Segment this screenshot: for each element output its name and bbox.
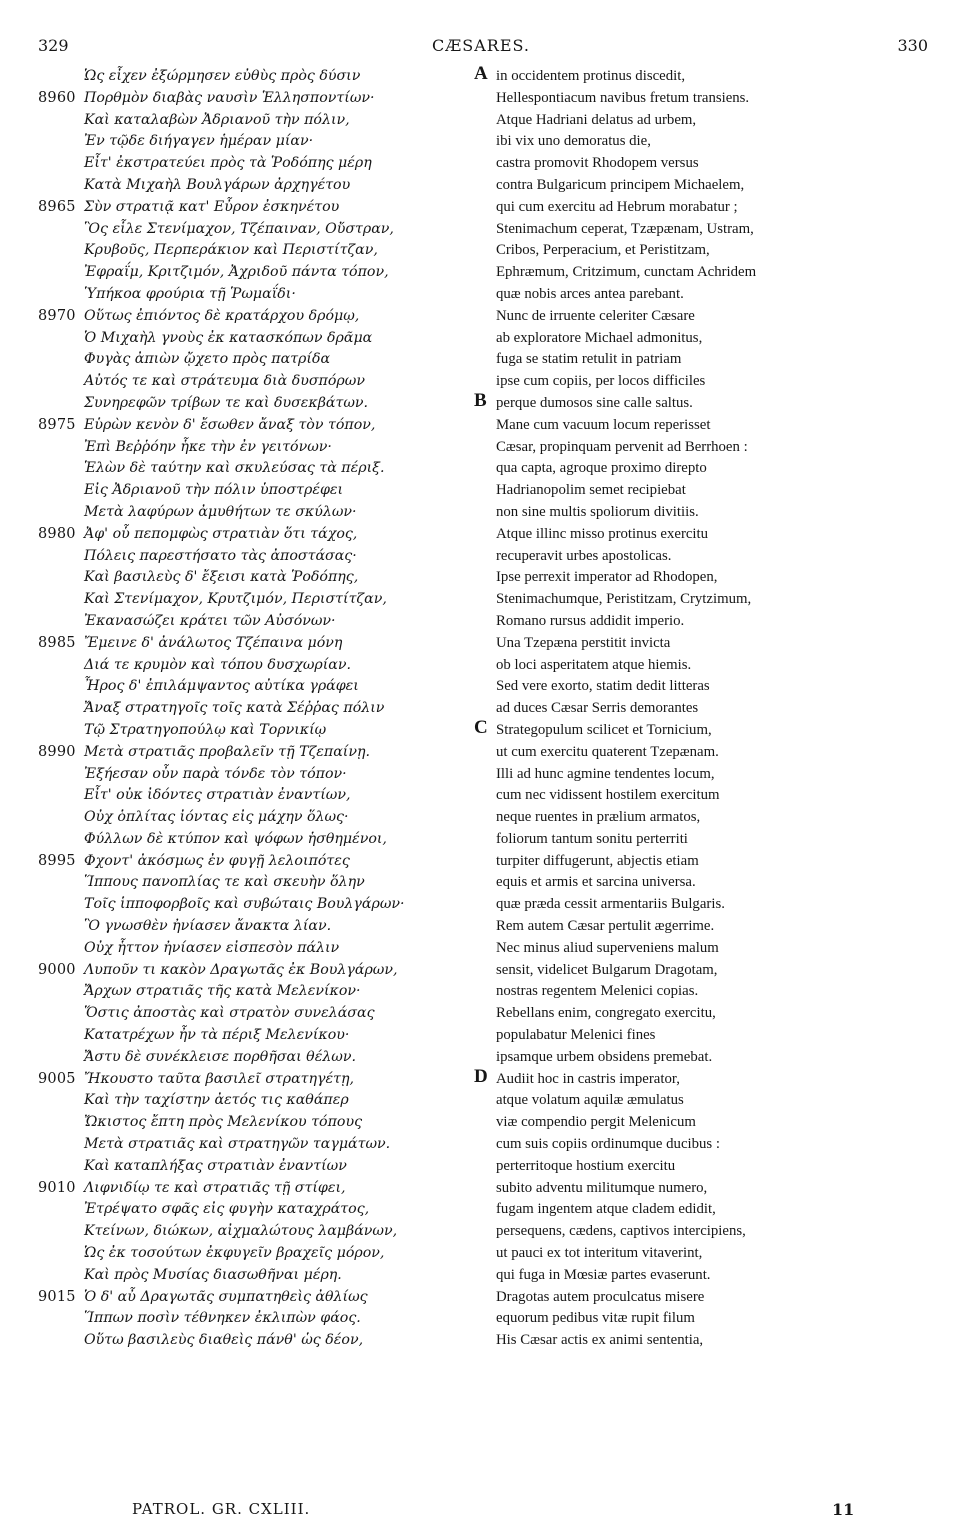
greek-verse-text: Ὡς εἶχεν ἐξώρμησεν εὐθὺς πρὸς δύσιν <box>84 68 361 84</box>
latin-line-text: fuga se statim retulit in patriam <box>496 351 682 368</box>
greek-verse-line <box>38 1047 478 1069</box>
verse-number: 9005 <box>38 1070 76 1087</box>
latin-line-text: ob loci asperitatem atque hiemis. <box>496 656 692 673</box>
greek-verse-line <box>38 1003 478 1025</box>
latin-line-text: persequens, cædens, captivos intercipiens, <box>496 1223 746 1240</box>
latin-translation-line <box>474 1308 914 1330</box>
latin-line-text: atque volatum aquilæ æmulatus <box>496 1092 684 1109</box>
latin-line-text: quæ præda cessit armentariis Bulgaris. <box>496 896 725 913</box>
greek-verse-text: Ἵππων ποσὶν τέθνηκεν ἐκλιπὼν φάος. <box>84 1310 361 1327</box>
greek-verse-line <box>38 1156 478 1178</box>
greek-verse-text: Εἶτ' ἐκστρατεύει πρὸς τὰ Ῥοδόπης μέρη <box>84 155 372 172</box>
latin-translation-line <box>474 306 914 328</box>
greek-verse-text: Ἤκουστο ταῦτα βασιλεῖ στρατηγέτῃ, <box>84 1070 354 1087</box>
latin-translation-line <box>474 284 914 306</box>
greek-verse-text: Λυποῦν τι κακὸν Δραγωτᾶς ἐκ Βουλγάρων, <box>84 961 398 978</box>
latin-line-text: equorum pedibus vitæ rupit filum <box>496 1310 695 1327</box>
latin-translation-line <box>474 437 914 459</box>
latin-line-text: Ipse perrexit imperator ad Rhodopen, <box>496 569 718 586</box>
section-marker: A <box>474 63 488 84</box>
latin-line-text: Hadrianopolim semet recipiebat <box>496 482 686 499</box>
latin-translation-line <box>474 716 914 742</box>
latin-line-text: ut pauci ex tot interitum vitaverint, <box>496 1245 703 1262</box>
latin-translation-line <box>474 262 914 284</box>
greek-verse-text: Εἶτ' οὐκ ἰδόντες στρατιὰν ἐναντίων, <box>84 787 351 804</box>
greek-verse-text: Καὶ Στενίμαχον, Κρυτζιμόν, Περιστίτζαν, <box>84 591 387 608</box>
greek-verse-line <box>38 197 478 219</box>
latin-line-text: Romano rursus addidit imperio. <box>496 612 685 629</box>
greek-verse-line <box>38 720 478 742</box>
greek-verse-line <box>38 1134 478 1156</box>
latin-line-text: contra Bulgaricum principem Michaelem, <box>496 176 745 193</box>
latin-translation-line <box>474 960 914 982</box>
greek-text-column <box>38 66 478 1352</box>
latin-line-text: in occidentem protinus discedit, <box>496 68 686 84</box>
latin-line-text: castra promovit Rhodopem versus <box>496 155 699 172</box>
latin-line-text: nostras regentem Melenici copias. <box>496 983 699 1000</box>
verse-number: 8960 <box>38 89 76 106</box>
greek-verse-line <box>38 742 478 764</box>
latin-line-text: Cribos, Perperacium, et Peristitzam, <box>496 242 710 259</box>
greek-verse-text: Ἐξήεσαν οὖν παρὰ τόνδε τὸν τόπον· <box>84 765 347 782</box>
latin-line-text: Nunc de irruente celeriter Cæsare <box>496 307 695 324</box>
greek-verse-text: Ἦρος δ' ἐπιλάμψαντος αὐτίκα γράφει <box>84 678 359 695</box>
greek-verse-line <box>38 894 478 916</box>
latin-line-text: Rem autem Cæsar pertulit ægerrime. <box>496 918 715 935</box>
latin-line-text: non sine multis spoliorum divitiis. <box>496 503 699 520</box>
greek-verse-line <box>38 1025 478 1047</box>
latin-line-text: populabatur Melenici fines <box>496 1027 656 1044</box>
greek-verse-text: Μετὰ στρατιᾶς καὶ στρατηγῶν ταγμάτων. <box>84 1136 391 1153</box>
page-number-right: 330 <box>897 36 928 55</box>
greek-verse-text: Κατὰ Μιχαὴλ Βουλγάρων ἀρχηγέτου <box>84 176 351 193</box>
latin-line-text: Audiit hoc in castris imperator, <box>496 1070 680 1087</box>
greek-verse-line <box>38 655 478 677</box>
latin-line-text: Rebellans enim, congregato exercitu, <box>496 1005 716 1022</box>
latin-line-text: recuperavit urbes apostolicas. <box>496 547 672 564</box>
verse-number: 8965 <box>38 198 76 215</box>
greek-verse-line <box>38 415 478 437</box>
latin-translation-line <box>474 698 914 720</box>
greek-verse-text: Τῷ Στρατηγοπούλῳ καὶ Τορνικίῳ <box>84 721 327 738</box>
latin-translation-line <box>474 785 914 807</box>
greek-verse-line <box>38 916 478 938</box>
latin-line-text: Strategopulum scilicet et Tornicium, <box>496 721 712 738</box>
greek-verse-text: Τοῖς ἱπποφορβοῖς καὶ συβώταις Βουλγάρων· <box>84 896 405 913</box>
latin-line-text: Cæsar, propinquam pervenit ad Berrhoen : <box>496 438 748 455</box>
greek-verse-text: Σὺν στρατιᾷ κατ' Εὖρον ἐσκηνέτου <box>84 198 340 215</box>
latin-line-text: neque ruentes in prælium armatos, <box>496 809 701 826</box>
latin-translation-line <box>474 633 914 655</box>
greek-verse-text: Φχοντ' ἀκόσμως ἐν φυγῇ λελοιπότες <box>84 852 350 869</box>
latin-translation-line <box>474 655 914 677</box>
latin-translation-line <box>474 458 914 480</box>
greek-verse-line <box>38 371 478 393</box>
latin-line-text: Atque illinc misso protinus exercitu <box>496 525 709 542</box>
greek-verse-line <box>38 807 478 829</box>
latin-line-text: perque dumosos sine calle saltus. <box>496 394 693 411</box>
greek-verse-text: Κτείνων, διώκων, αἰχμαλώτους λαμβάνων, <box>84 1223 398 1240</box>
latin-line-text: quæ nobis arces antea parebant. <box>496 285 684 302</box>
latin-translation-line <box>474 807 914 829</box>
greek-verse-line <box>38 1265 478 1287</box>
greek-verse-text: Ἑλὼν δὲ ταύτην καὶ σκυλεύσας τὰ πέριξ. <box>84 460 385 477</box>
latin-translation-line <box>474 1156 914 1178</box>
verse-number: 9010 <box>38 1179 76 1196</box>
greek-verse-text: Ἄρχων στρατιᾶς τῆς κατὰ Μελενίκον· <box>84 983 361 1000</box>
latin-translation-line <box>474 676 914 698</box>
greek-verse-line <box>38 938 478 960</box>
verse-number: 9015 <box>38 1288 76 1305</box>
greek-verse-text: Καὶ καταπλήξας στρατιὰν ἐναντίων <box>84 1157 347 1174</box>
latin-translation-line <box>474 546 914 568</box>
footer-signature-number: 11 <box>832 1500 855 1519</box>
greek-verse-text: Οὕτω βασιλεὺς διαθεὶς πάνθ' ὡς δέον, <box>84 1332 364 1349</box>
greek-verse-line <box>38 1308 478 1330</box>
latin-line-text: qui cum exercitu ad Hebrum morabatur ; <box>496 198 738 215</box>
running-header <box>0 36 964 60</box>
greek-verse-line <box>38 589 478 611</box>
latin-line-text: His Cæsar actis ex animi sententia, <box>496 1332 704 1349</box>
greek-verse-line <box>38 306 478 328</box>
greek-verse-line <box>38 1199 478 1221</box>
greek-verse-line <box>38 240 478 262</box>
latin-translation-line <box>474 175 914 197</box>
greek-verse-text: Ἐφραΐμ, Κριτζιμόν, Ἀχριδοῦ πάντα τόπον, <box>84 264 389 281</box>
latin-translation-line <box>474 110 914 132</box>
greek-verse-text: Κρυβοῦς, Περπεράκιον καὶ Περιστίτζαν, <box>84 242 378 259</box>
verse-number: 9000 <box>38 961 76 978</box>
greek-verse-line <box>38 88 478 110</box>
greek-verse-line <box>38 829 478 851</box>
greek-verse-line <box>38 872 478 894</box>
greek-verse-line <box>38 546 478 568</box>
latin-translation-line <box>474 1287 914 1309</box>
greek-verse-line <box>38 524 478 546</box>
greek-verse-text: Ἐν τῷδε διήγαγεν ἡμέραν μίαν· <box>84 133 314 150</box>
latin-translation-line <box>474 742 914 764</box>
greek-verse-text: Ὅστις ἀποστὰς καὶ στρατὸν συνελάσας <box>84 1005 375 1022</box>
latin-translation-line <box>474 1134 914 1156</box>
greek-verse-line <box>38 698 478 720</box>
latin-translation-line <box>474 589 914 611</box>
latin-line-text: ibi vix uno demoratus die, <box>496 133 651 150</box>
greek-verse-line <box>38 676 478 698</box>
latin-translation-line <box>474 1221 914 1243</box>
greek-verse-line <box>38 131 478 153</box>
greek-verse-line <box>38 960 478 982</box>
greek-verse-line <box>38 110 478 132</box>
latin-translation-line <box>474 88 914 110</box>
latin-translation-line <box>474 981 914 1003</box>
latin-translation-line <box>474 1243 914 1265</box>
greek-verse-text: Ὃ γνωσθὲν ἠνίασεν ἄνακτα λίαν. <box>84 918 332 935</box>
greek-verse-line <box>38 437 478 459</box>
greek-verse-text: Καὶ καταλαβὼν Ἀδριανοῦ τὴν πόλιν, <box>84 111 350 128</box>
greek-verse-line <box>38 1221 478 1243</box>
greek-verse-line <box>38 851 478 873</box>
latin-line-text: Mane cum vacuum locum reperisset <box>496 416 711 433</box>
latin-translation-line <box>474 1025 914 1047</box>
latin-line-text: Illi ad hunc agmine tendentes locum, <box>496 765 715 782</box>
greek-verse-line <box>38 567 478 589</box>
greek-verse-line <box>38 1330 478 1352</box>
latin-line-text: Stenimachumque, Peristitzam, Crytzimum, <box>496 591 752 608</box>
latin-translation-line <box>474 197 914 219</box>
running-title: CÆSARES. <box>432 36 530 55</box>
latin-translation-line <box>474 1090 914 1112</box>
greek-verse-text: Ὃς εἷλε Στενίμαχον, Τζέπαιναν, Οὔστραν, <box>84 220 394 237</box>
latin-translation-line <box>474 938 914 960</box>
greek-verse-text: Ἐκανασώζει κράτει τῶν Αὐσόνων· <box>84 612 336 629</box>
latin-translation-line <box>474 872 914 894</box>
latin-line-text: viæ compendio pergit Melenicum <box>496 1114 696 1131</box>
greek-verse-line <box>38 480 478 502</box>
latin-translation-line <box>474 328 914 350</box>
greek-verse-text: Οὐχ ὁπλίτας ἰόντας εἰς μάχην ὅλως· <box>84 809 349 826</box>
latin-translation-line <box>474 1065 914 1091</box>
greek-verse-text: Οὕτως ἐπιόντος δὲ κρατάρχου δρόμῳ, <box>84 307 360 324</box>
greek-verse-text: Ἄναξ στρατηγοῖς τοῖς κατὰ Σέῤῥας πόλιν <box>84 700 385 717</box>
latin-translation-line <box>474 1330 914 1352</box>
latin-translation-line <box>474 415 914 437</box>
latin-line-text: ab exploratore Michael admonitus, <box>496 329 703 346</box>
greek-verse-line <box>38 764 478 786</box>
greek-verse-line <box>38 1243 478 1265</box>
latin-translation-line <box>474 764 914 786</box>
verse-number: 8970 <box>38 307 76 324</box>
greek-verse-text: Ἄστυ δὲ συνέκλεισε πορθῆσαι θέλων. <box>84 1048 357 1065</box>
latin-line-text: Ephræmum, Critzimum, cunctam Achridem <box>496 264 757 281</box>
latin-line-text: ut cum exercitu quaterent Tzepænam. <box>496 743 719 760</box>
latin-line-text: ipsamque urbem obsidens premebat. <box>496 1048 713 1065</box>
latin-line-text: perterritoque hostium exercitu <box>496 1157 676 1174</box>
greek-verse-text: Ὡς ἐκ τοσούτων ἐκφυγεῖν βραχεῖς μόρον, <box>84 1245 385 1262</box>
greek-verse-text: Ὁ Μιχαὴλ γνοὺς ἐκ κατασκόπων δρᾶμα <box>84 329 373 346</box>
latin-line-text: ad duces Cæsar Serris demorantes <box>496 700 699 717</box>
greek-verse-text: Οὐχ ἧττον ἠνίασεν εἰσπεσὸν πάλιν <box>84 939 340 956</box>
latin-line-text: Dragotas autem proculcatus misere <box>496 1288 705 1305</box>
latin-translation-line <box>474 1047 914 1069</box>
latin-translation-line <box>474 131 914 153</box>
greek-verse-line <box>38 1090 478 1112</box>
greek-verse-line <box>38 262 478 284</box>
greek-verse-line <box>38 1069 478 1091</box>
latin-text-column <box>474 63 914 1352</box>
greek-verse-line <box>38 633 478 655</box>
latin-line-text: Hellespontiacum navibus fretum transiens. <box>496 89 750 106</box>
greek-verse-text: Καὶ τὴν ταχίστην ἀετός τις καθάπερ <box>84 1092 349 1109</box>
greek-verse-text: Μετὰ στρατιᾶς προβαλεῖν τῇ Τζεπαίνῃ. <box>84 743 371 760</box>
greek-verse-line <box>38 328 478 350</box>
greek-verse-text: Ἐπὶ Βεῤῥόην ἧκε τὴν ἐν γειτόνων· <box>84 438 332 455</box>
greek-verse-text: Πορθμὸν διαβὰς ναυσὶν Ἑλλησποντίων· <box>84 89 375 106</box>
latin-translation-line <box>474 1003 914 1025</box>
verse-number: 8985 <box>38 634 76 651</box>
latin-line-text: subito adventu militumque numero, <box>496 1179 708 1196</box>
greek-verse-text: Ἔμεινε δ' ἀνάλωτος Τζέπαινα μόνη <box>84 634 343 651</box>
greek-verse-line <box>38 393 478 415</box>
latin-translation-line <box>474 829 914 851</box>
latin-line-text: qua capta, agroque proximo direpto <box>496 460 707 477</box>
greek-verse-line <box>38 611 478 633</box>
greek-verse-line <box>38 284 478 306</box>
section-marker: B <box>474 389 487 411</box>
greek-verse-line <box>38 1287 478 1309</box>
page-number-left: 329 <box>38 36 69 55</box>
latin-line-text: Stenimachum ceperat, Tzæpænam, Ustram, <box>496 220 754 237</box>
verse-number: 8975 <box>38 416 76 433</box>
latin-translation-line <box>474 389 914 415</box>
section-marker: C <box>474 716 488 738</box>
latin-translation-line <box>474 894 914 916</box>
latin-line-text: Nec minus aliud superveniens malum <box>496 939 719 956</box>
latin-translation-line <box>474 1199 914 1221</box>
latin-translation-line <box>474 502 914 524</box>
latin-line-text: cum suis copiis ordinumque ducibus : <box>496 1136 720 1153</box>
latin-line-text: turpiter diffugerunt, abjectis etiam <box>496 852 699 869</box>
greek-verse-text: Ἀφ' οὗ πεπομφὼς στρατιὰν ὅτι τάχος, <box>84 525 358 542</box>
latin-translation-line <box>474 349 914 371</box>
greek-verse-text: Μετὰ λαφύρων ἀμυθήτων τε σκύλων· <box>84 503 357 520</box>
greek-verse-text: Ἐτρέψατο σφᾶς εἰς φυγὴν καταχράτος, <box>84 1201 370 1218</box>
greek-verse-text: Συνηρεφῶν τρίβων τε καὶ δυσεκβάτων. <box>84 394 369 411</box>
latin-translation-line <box>474 480 914 502</box>
greek-verse-text: Φύλλων δὲ κτύπον καὶ ψόφων ἡσθημένοι, <box>84 830 387 847</box>
latin-line-text: fugam ingentem atque cladem edidit, <box>496 1201 716 1218</box>
verse-number: 8990 <box>38 743 76 760</box>
greek-verse-text: Διά τε κρυμὸν καὶ τόπου δυσχωρίαν. <box>84 656 352 673</box>
latin-translation-line <box>474 371 914 393</box>
greek-verse-text: Εὑρὼν κενὸν δ' ἔσωθεν ἄναξ τὸν τόπον, <box>84 416 376 433</box>
latin-translation-line <box>474 524 914 546</box>
latin-line-text: sensit, videlicet Bulgarum Dragotam, <box>496 961 718 978</box>
greek-verse-text: Φυγὰς ἀπιὼν ᾤχετο πρὸς πατρίδα <box>84 351 331 368</box>
latin-translation-line <box>474 567 914 589</box>
latin-line-text: Sed vere exorto, statim dedit litteras <box>496 678 710 695</box>
latin-translation-line <box>474 611 914 633</box>
greek-verse-text: Ἵππους πανοπλίας τε καὶ σκευὴν ὅλην <box>84 874 365 891</box>
greek-verse-line <box>38 458 478 480</box>
greek-verse-line <box>38 66 478 88</box>
latin-translation-line <box>474 916 914 938</box>
greek-verse-text: Ὁ δ' αὖ Δραγωτᾶς συμπατηθεὶς ἀθλίως <box>84 1288 368 1305</box>
latin-translation-line <box>474 851 914 873</box>
greek-verse-line <box>38 175 478 197</box>
latin-line-text: Atque Hadriani delatus ad urbem, <box>496 111 697 128</box>
latin-line-text: Una Tzepæna perstitit invicta <box>496 634 671 651</box>
section-marker: D <box>474 1065 488 1087</box>
latin-translation-line <box>474 63 914 88</box>
latin-translation-line <box>474 1265 914 1287</box>
greek-verse-line <box>38 153 478 175</box>
latin-translation-line <box>474 153 914 175</box>
footer-series-label: PATROL. GR. CXLIII. <box>132 1500 311 1518</box>
latin-translation-line <box>474 219 914 241</box>
latin-translation-line <box>474 1112 914 1134</box>
greek-verse-line <box>38 502 478 524</box>
greek-verse-text: Λιφνιδίῳ τε καὶ στρατιᾶς τῇ στίφει, <box>84 1179 346 1196</box>
latin-line-text: qui fuga in Mœsiæ partes evaserunt. <box>496 1266 711 1283</box>
latin-line-text: equis et armis et sarcina universa. <box>496 874 696 891</box>
greek-verse-text: Αὐτός τε καὶ στράτευμα διὰ δυσπόρων <box>84 373 365 390</box>
latin-line-text: ipse cum copiis, per locos difficiles <box>496 373 706 390</box>
greek-verse-text: Εἰς Ἀδριανοῦ τὴν πόλιν ὑποστρέφει <box>84 482 344 499</box>
greek-verse-text: Καὶ πρὸς Μυσίας διασωθῆναι μέρη. <box>84 1266 342 1283</box>
latin-translation-line <box>474 240 914 262</box>
greek-verse-line <box>38 219 478 241</box>
verse-number: 8980 <box>38 525 76 542</box>
latin-line-text: cum nec vidissent hostilem exercitum <box>496 787 720 804</box>
greek-verse-line <box>38 1178 478 1200</box>
greek-verse-line <box>38 981 478 1003</box>
greek-verse-line <box>38 785 478 807</box>
verse-number: 8995 <box>38 852 76 869</box>
greek-verse-text: Ὤκιστος ἔπτη πρὸς Μελενίκου τόπους <box>84 1114 363 1131</box>
greek-verse-text: Ὑπήκοα φρούρια τῇ Ῥωμαΐδι· <box>84 285 296 302</box>
greek-verse-line <box>38 1112 478 1134</box>
latin-line-text: foliorum tantum sonitu perterriti <box>496 830 688 847</box>
greek-verse-text: Πόλεις παρεστήσατο τὰς ἀποστάσας· <box>84 547 357 564</box>
greek-verse-line <box>38 349 478 371</box>
latin-translation-line <box>474 1178 914 1200</box>
greek-verse-text: Κατατρέχων ἦν τὰ πέριξ Μελενίκου· <box>84 1027 350 1044</box>
page-footer <box>0 1500 964 1524</box>
greek-verse-text: Καὶ βασιλεὺς δ' ἔξεισι κατὰ Ῥοδόπης, <box>84 569 359 586</box>
